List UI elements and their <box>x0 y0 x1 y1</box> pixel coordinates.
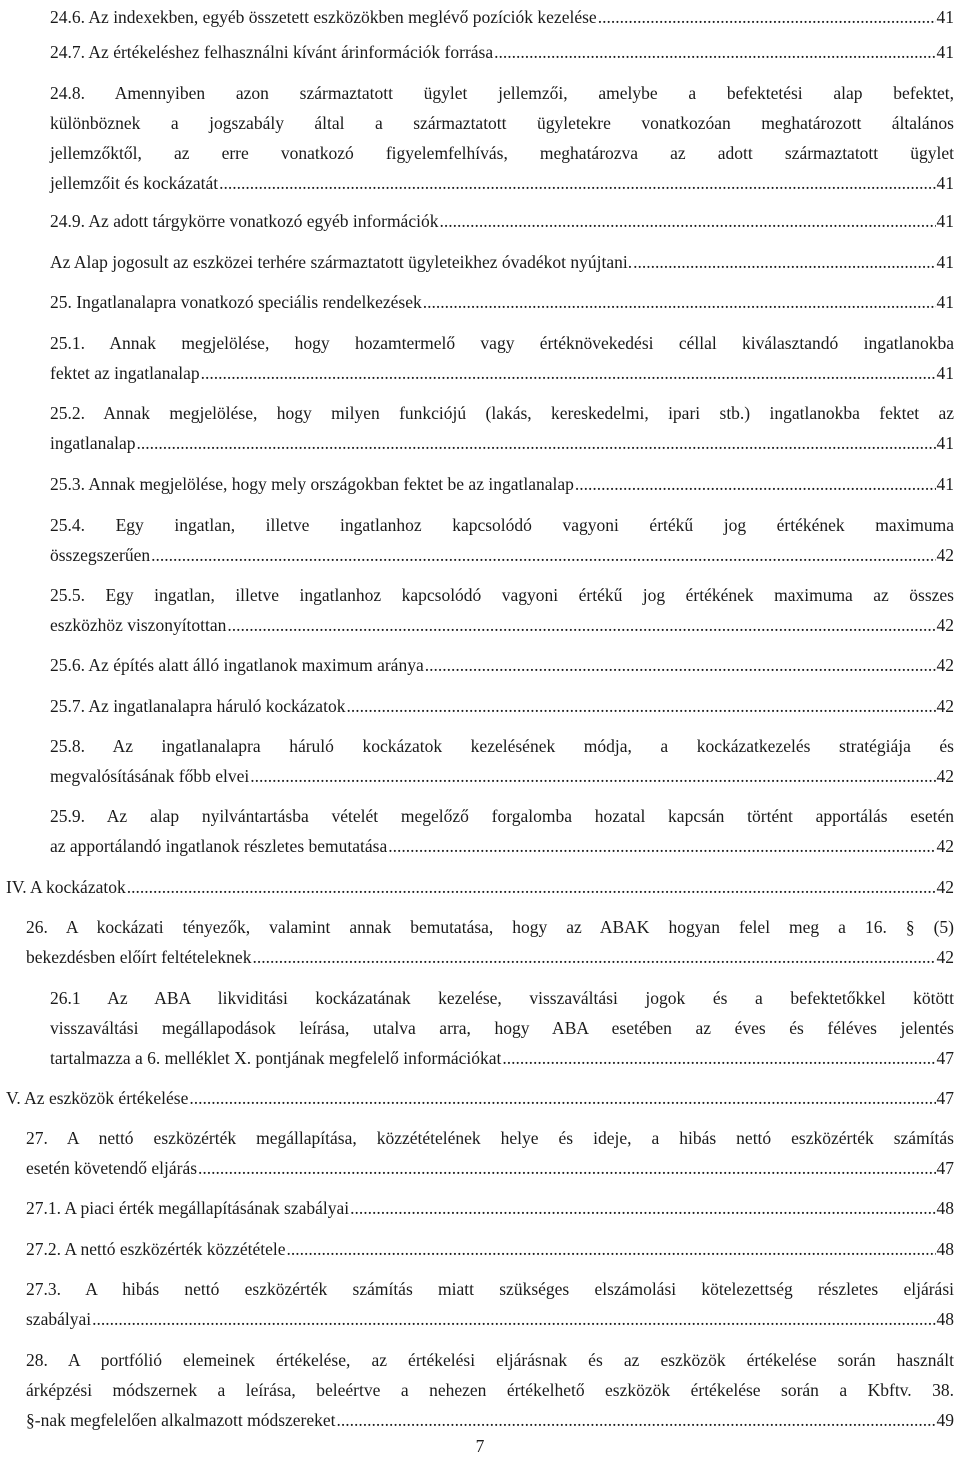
toc-entry[interactable] <box>26 912 954 972</box>
dot-leader <box>151 540 935 570</box>
toc-entry[interactable] <box>26 1274 954 1334</box>
toc-entry-title: összegszerűen <box>50 545 151 565</box>
toc-entry-text-line: 25.1. Annak megjelölése, hogy hozamtermelő vagy értéknövekedési céllal kiválasztandó ingatlanokba <box>50 333 954 353</box>
dot-leader <box>127 872 936 902</box>
toc-entry-text-line: különböznek a jogszabály által a származtatott ügyletekre vonatkozóan meghatározott általános <box>50 113 954 133</box>
dot-leader <box>633 247 935 277</box>
toc-entry[interactable] <box>50 328 954 388</box>
toc-page-number: 48 <box>936 1239 954 1259</box>
toc-entry-title: 27.2. A nettó eszközérték közzététele <box>26 1239 286 1259</box>
toc-entry-title: tartalmazza a 6. melléklet X. pontjának megfelelő információkat <box>50 1048 502 1068</box>
toc-entry-title: az apportálandó ingatlanok részletes bemutatása <box>50 836 388 856</box>
toc-entry[interactable] <box>6 1083 954 1113</box>
toc-entry[interactable] <box>50 206 954 236</box>
toc-page-number: 47 <box>936 1088 954 1108</box>
toc-entry-title: 25.7. Az ingatlanalapra háruló kockázatok <box>50 696 346 716</box>
toc-entry-title: §-nak megfelelően alkalmazott módszereket <box>26 1410 336 1430</box>
toc-entry-text-line: 26. A kockázati tényezők, valamint annak bemutatása, hogy az ABAK hogyan felel meg a 16. § (5) <box>26 917 954 937</box>
toc-entry-text-line: 27. A nettó eszközérték megállapítása, közzétételének helye és ideje, a hibás nettó eszközérték számítás <box>26 1128 954 1148</box>
toc-entry-text-line: 27.3. A hibás nettó eszközérték számítás miatt szükséges elszámolási kötelezettség részletes eljárási <box>26 1279 954 1299</box>
toc-page-number: 41 <box>936 252 954 272</box>
toc-entry-title: bekezdésben előírt feltételeknek <box>26 947 252 967</box>
toc-entry[interactable] <box>26 1234 954 1264</box>
dot-leader <box>219 168 935 198</box>
dot-leader <box>439 206 935 236</box>
dot-leader <box>350 1193 935 1223</box>
toc-page-number: 41 <box>936 292 954 312</box>
dot-leader <box>286 1234 935 1264</box>
toc-entry[interactable] <box>50 469 954 499</box>
toc-entry-text-line: 25.2. Annak megjelölése, hogy milyen funkciójú (lakás, kereskedelmi, ipari stb.) ingatlanokba fektet az <box>50 403 954 423</box>
toc-entry[interactable] <box>26 1193 954 1223</box>
toc-entry-title: Az Alap jogosult az eszközei terhére származtatott ügyleteikhez óvadékot nyújtani. <box>50 252 633 272</box>
dot-leader <box>423 287 936 317</box>
dot-leader <box>189 1083 935 1113</box>
toc-page-number: 48 <box>936 1198 954 1218</box>
dot-leader <box>201 358 936 388</box>
toc-page-number: 42 <box>936 545 954 565</box>
toc-page-number: 42 <box>936 947 954 967</box>
toc-entry[interactable] <box>50 37 954 67</box>
toc-entry[interactable] <box>50 650 954 680</box>
toc-page-number: 47 <box>936 1048 954 1068</box>
toc-entry-title: 25.6. Az építés alatt álló ingatlanok maximum aránya <box>50 655 424 675</box>
toc-entry-text-line: visszaváltási megállapodások leírása, utalva arra, hogy ABA esetében az éves és féléves jelentés <box>50 1018 954 1038</box>
dot-leader <box>250 761 935 791</box>
toc-page-number: 49 <box>936 1410 954 1430</box>
dot-leader <box>502 1043 935 1073</box>
toc-entry-title: V. Az eszközök értékelése <box>6 1088 189 1108</box>
dot-leader <box>92 1304 935 1334</box>
toc-page-number: 42 <box>936 655 954 675</box>
toc-entry[interactable] <box>50 691 954 721</box>
toc-page-number: 41 <box>936 211 954 231</box>
toc-entry-title: 25.3. Annak megjelölése, hogy mely országokban fektet be az ingatlanalap <box>50 474 574 494</box>
toc-entry[interactable] <box>50 731 954 791</box>
toc-entry[interactable] <box>50 398 954 458</box>
toc-page-number: 48 <box>936 1309 954 1329</box>
dot-leader <box>346 691 935 721</box>
toc-entry-title: megvalósításának főbb elvei <box>50 766 250 786</box>
toc-entry[interactable] <box>26 1123 954 1183</box>
toc-entry-text-line: 24.8. Amennyiben azon származtatott ügylet jellemzői, amelybe a befektetési alap befektet, <box>50 83 954 103</box>
toc-entry-title: jellemzőit és kockázatát <box>50 173 219 193</box>
toc-page-number: 42 <box>936 696 954 716</box>
dot-leader <box>575 469 936 499</box>
dot-leader <box>337 1405 936 1435</box>
toc-entry-text-line: 28. A portfólió elemeinek értékelése, az értékelési eljárásnak és az eszközök értékelése során használt <box>26 1350 954 1370</box>
toc-entry[interactable] <box>50 287 954 317</box>
toc-entry-title: eszközhöz viszonyítottan <box>50 615 227 635</box>
toc-entry-text-line: 25.5. Egy ingatlan, illetve ingatlanhoz kapcsolódó vagyoni értékű jog értékének maximuma az összes <box>50 585 954 605</box>
toc-entry[interactable] <box>6 872 954 902</box>
toc-entry-title: 25. Ingatlanalapra vonatkozó speciális rendelkezések <box>50 292 422 312</box>
dot-leader <box>598 2 936 32</box>
toc-entry-title: 24.6. Az indexekben, egyéb összetett eszközökben meglévő pozíciók kezelése <box>50 7 597 27</box>
toc-page-number: 41 <box>936 7 954 27</box>
toc-entry[interactable] <box>50 2 954 32</box>
toc-page-number: 42 <box>936 615 954 635</box>
toc-entry[interactable] <box>50 510 954 570</box>
toc-entry-text-line: 25.8. Az ingatlanalapra háruló kockázatok kezelésének módja, a kockázatkezelés stratégiája és <box>50 736 954 756</box>
toc-page-number: 41 <box>936 474 954 494</box>
toc-entry-title: szabályai <box>26 1309 92 1329</box>
dot-leader <box>227 610 935 640</box>
toc-entry[interactable] <box>26 1345 954 1435</box>
toc-entry-text-line: 26.1 Az ABA likviditási kockázatának kezelése, visszaváltási jogok és a befektetőkkel kötött <box>50 988 954 1008</box>
toc-page-number: 42 <box>936 836 954 856</box>
dot-leader <box>252 942 935 972</box>
toc-page-number: 47 <box>936 1158 954 1178</box>
toc-page-number: 41 <box>936 433 954 453</box>
toc-entry-title: 24.9. Az adott tárgykörre vonatkozó egyéb információk <box>50 211 439 231</box>
toc-page-number: 41 <box>936 173 954 193</box>
dot-leader <box>137 428 936 458</box>
toc-entry-text-line: 25.9. Az alap nyilvántartásba vételét megelőző forgalomba hozatal kapcsán történt apportálás esetén <box>50 806 954 826</box>
toc-entry-title: ingatlanalap <box>50 433 136 453</box>
toc-entry-text-line: jellemzőktől, az erre vonatkozó figyelemfelhívás, meghatározva az adott származtatott ügylet <box>50 143 954 163</box>
toc-entry-title: IV. A kockázatok <box>6 877 126 897</box>
toc-entry[interactable] <box>50 78 954 198</box>
toc-entry[interactable] <box>50 801 954 861</box>
dot-leader <box>388 831 935 861</box>
toc-entry-text-line: árképzési módszernek a leírása, beleértve a nehezen értékelhető eszközök értékelése során a Kbftv. 38. <box>26 1380 954 1400</box>
toc-page-number: 41 <box>936 363 954 383</box>
toc-entry-title: 24.7. Az értékeléshez felhasználni kívánt árinformációk forrása <box>50 42 494 62</box>
toc-page-number: 41 <box>936 42 954 62</box>
dot-leader <box>198 1153 935 1183</box>
toc-entry-title: 27.1. A piaci érték megállapításának szabályai <box>26 1198 350 1218</box>
toc-entry[interactable] <box>50 983 954 1073</box>
toc-entry-title: fektet az ingatlanalap <box>50 363 200 383</box>
toc-page-number: 42 <box>936 877 954 897</box>
toc-entry[interactable] <box>50 247 954 277</box>
toc-page-number: 42 <box>936 766 954 786</box>
toc-entry[interactable] <box>50 580 954 640</box>
toc-entry-title: esetén követendő eljárás <box>26 1158 198 1178</box>
toc-entry-text-line: 25.4. Egy ingatlan, illetve ingatlanhoz kapcsolódó vagyoni értékű jog értékének maximuma <box>50 515 954 535</box>
dot-leader <box>425 650 936 680</box>
page-number: 7 <box>475 1436 485 1456</box>
dot-leader <box>494 37 935 67</box>
